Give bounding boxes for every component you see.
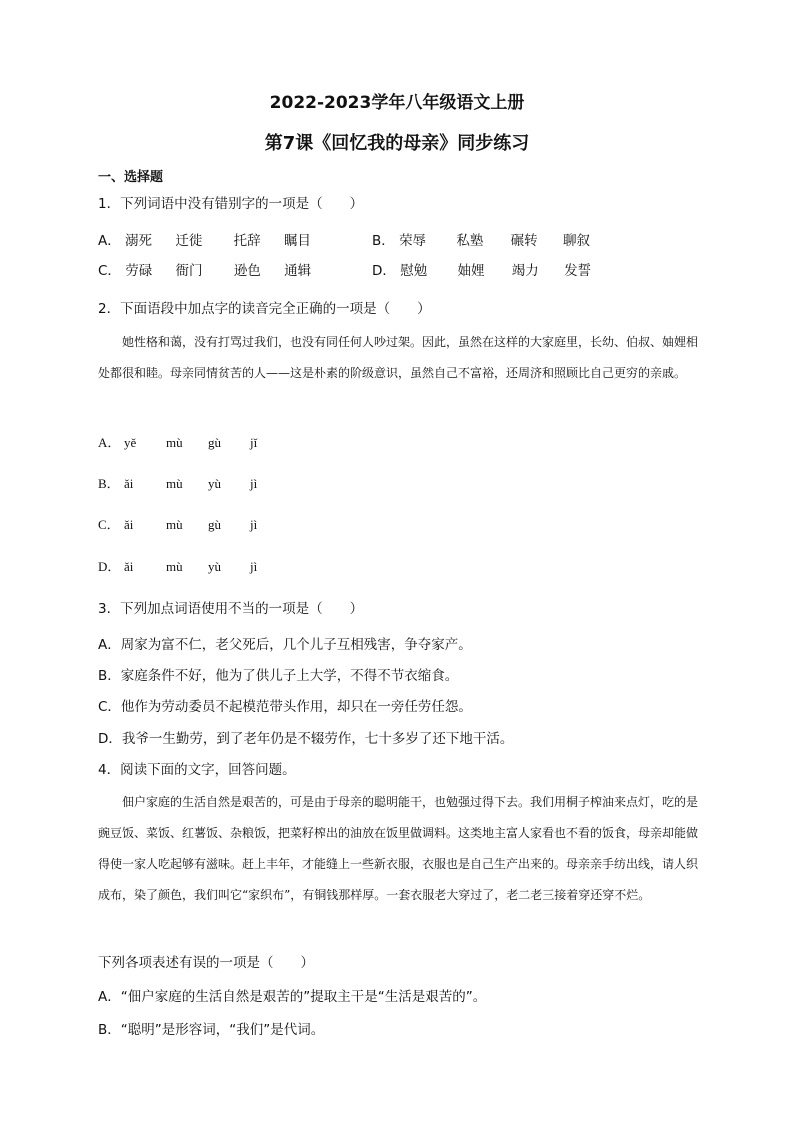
- pinyin: ǎi: [124, 559, 134, 574]
- option-word: 私塾: [456, 233, 484, 249]
- option-word: 发誓: [564, 263, 592, 279]
- question-3-option-c: C．他作为劳动委员不起模范带头作用，却只在一旁任劳任怨。: [98, 699, 472, 715]
- option-word: 逊色: [233, 263, 261, 279]
- document-title: 2022-2023学年八年级语文上册: [269, 93, 525, 113]
- question-4-passage: [98, 787, 698, 911]
- option-label: D．: [372, 263, 396, 279]
- question-4-option-a: A．“佃户家庭的生活自然是艰苦的”提取主干是“生活是艰苦的”。: [98, 989, 487, 1005]
- question-1-option-d: [372, 259, 591, 279]
- pinyin: jì: [250, 476, 258, 491]
- pinyin: mù: [166, 476, 183, 491]
- option-word: 竭力: [511, 263, 539, 279]
- pinyin: jì: [250, 559, 258, 574]
- question-2-option-a: [98, 432, 292, 451]
- option-label: A．: [98, 233, 121, 249]
- pinyin: mù: [166, 435, 183, 450]
- option-word: 聊叙: [562, 233, 590, 249]
- pinyin: ǎi: [124, 476, 134, 491]
- option-word: 碾转: [510, 233, 538, 249]
- pinyin: yě: [124, 435, 137, 450]
- option-word: 托辞: [233, 233, 261, 249]
- question-1-option-a: [98, 229, 311, 249]
- question-3-option-a: A．周家为富不仁，老父死后，几个儿子互相残害，争夺家产。: [98, 637, 472, 653]
- option-word: 瞩目: [283, 233, 311, 249]
- option-word: 妯娌: [457, 263, 485, 279]
- passage-text: 佃户家庭的生活自然是艰苦的，可是由于母亲的聪明能干，也勉强过得下去。我们用桐子榨油来点灯，吃的是豌豆饭、菜饭、红薯饭、杂粮饭，把菜籽榨出的油放在饭里做调料。这类地主富人家看也不看的饭食，母亲却能做得使一家人吃起够有滋味。赶上丰年，才能缝上一些新衣服，衣服也是自己生产出来的。母亲亲手纺出线，请人织成布，染了颜色，我们叫它“家织布”，有铜钱那样厚。一套衣服老大穿过了，老二老三接着穿还穿不烂。: [98, 795, 699, 902]
- option-word: 衙门: [175, 263, 203, 279]
- question-3-stem: 3．下列加点词语使用不当的一项是（ ）: [98, 601, 364, 617]
- question-2-option-d: [98, 556, 292, 575]
- section-heading: 一、选择题: [98, 170, 164, 185]
- option-label: C．: [98, 517, 120, 532]
- question-2-option-b: [98, 473, 292, 492]
- question-2-passage: [98, 327, 698, 389]
- pinyin: yù: [208, 476, 221, 491]
- pinyin: mù: [166, 559, 183, 574]
- question-1-stem: 1．下列词语中没有错别字的一项是（ ）: [98, 196, 364, 212]
- pinyin: jǐ: [250, 435, 258, 450]
- option-label: A．: [98, 435, 121, 450]
- question-1-option-b: [372, 229, 590, 249]
- pinyin: mù: [166, 517, 183, 532]
- option-label: D．: [98, 559, 121, 574]
- option-label: C．: [98, 263, 121, 279]
- pinyin: ǎi: [124, 517, 134, 532]
- option-word: 荣辱: [399, 233, 427, 249]
- question-3-option-b: B．家庭条件不好，他为了供儿子上大学，不得不节衣缩食。: [98, 668, 459, 684]
- question-4-option-b: B．“聪明”是形容词，“我们”是代词。: [98, 1022, 325, 1038]
- option-word: 劳碌: [125, 263, 153, 279]
- question-4-sub-stem: 下列各项表述有误的一项是（ ）: [98, 955, 314, 971]
- passage-text: 她性格和蔼，没有打骂过我们，也没有同任何人吵过架。因此，虽然在这样的大家庭里，长幼、伯叔、妯娌相处都很和睦。母亲同情贫苦的人——这是朴素的阶级意识，虽然自己不富裕，还周济和照顾比自己更穷的亲戚。: [98, 335, 699, 380]
- pinyin: jì: [250, 517, 258, 532]
- document-subtitle: 第7课《回忆我的母亲》同步练习: [264, 133, 530, 154]
- question-1-option-c: [98, 259, 311, 279]
- question-4-stem: 4．阅读下面的文字，回答问题。: [98, 762, 296, 778]
- pinyin: yù: [208, 559, 221, 574]
- pinyin: gù: [208, 435, 221, 450]
- pinyin: gù: [208, 517, 221, 532]
- question-2-option-c: [98, 514, 292, 533]
- question-2-stem: 2．下面语段中加点字的读音完全正确的一项是（ ）: [98, 301, 431, 317]
- option-label: B．: [372, 233, 395, 249]
- question-3-option-d: D．我爷一生勤劳，到了老年仍是不辍劳作，七十多岁了还下地干活。: [98, 731, 514, 747]
- option-label: B．: [98, 476, 120, 491]
- option-word: 溺死: [125, 233, 153, 249]
- option-word: 迁徙: [175, 233, 203, 249]
- option-word: 慰勉: [400, 263, 428, 279]
- option-word: 通辑: [284, 263, 312, 279]
